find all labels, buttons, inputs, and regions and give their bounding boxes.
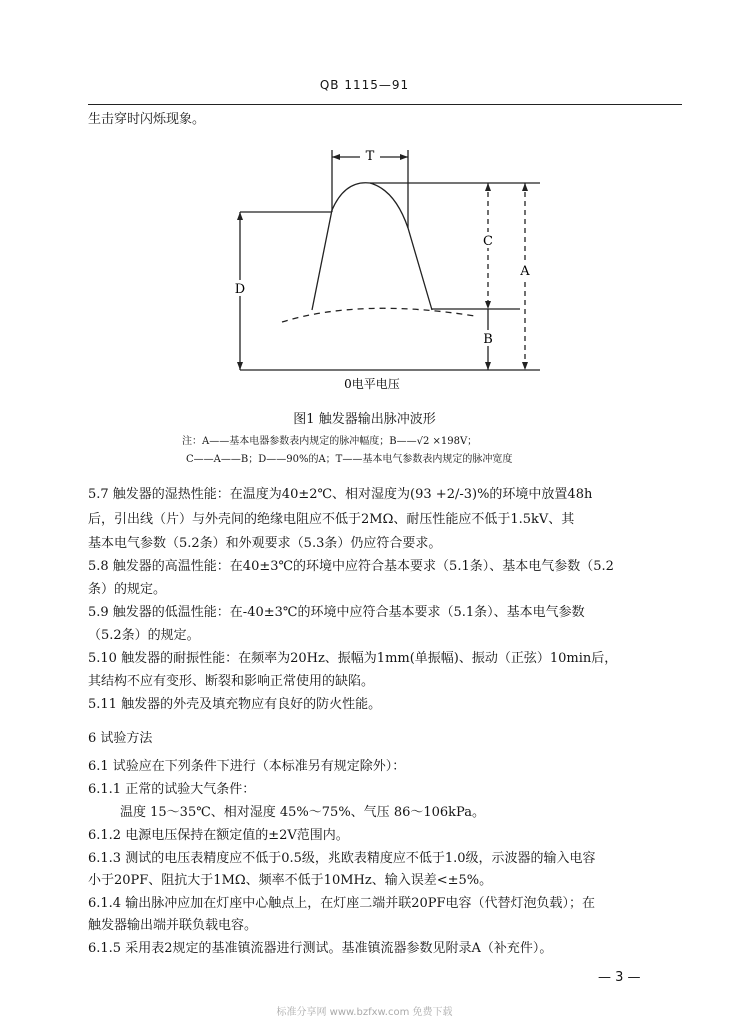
line-5-8-b: 条）的规定。 xyxy=(88,582,167,597)
line-6-1-5: 6.1.5 采用表2规定的基准镇流器进行测试。基准镇流器参数见附录A（补充件）。 xyxy=(88,941,553,956)
line-5-10-b: 其结构不应有变形、断裂和影响正常使用的缺陷。 xyxy=(88,674,375,689)
line-5-9: 5.9 触发器的低温性能：在-40±3℃的环境中应符合基本要求（5.1条）、基本电气参数 xyxy=(88,605,585,620)
label-d: D xyxy=(234,282,246,297)
line-5-10: 5.10 触发器的耐振性能：在频率为20Hz、振幅为1mm(单振幅)、振动（正弦）10min后， xyxy=(88,651,618,666)
line-5-8: 5.8 触发器的高温性能：在40±3℃的环境中应符合基本要求（5.1条）、基本电气参数（5.2 xyxy=(88,559,614,574)
line-6-1-1: 6.1.1 正常的试验大气条件： xyxy=(88,782,256,797)
line-6-1-3: 6.1.3 测试的电压表精度应不低于0.5级，兆欧表精度应不低于1.0级，示波器的输入电容 xyxy=(88,851,596,866)
label-zero-level: 0电平电压 xyxy=(344,377,400,391)
line-5-7-b: 后，引出线（片）与外壳间的绝缘电阻应不低于2MΩ、耐压性能应不低于1.5kV、其 xyxy=(88,512,575,527)
line-6-1: 6.1 试验应在下列条件下进行（本标准另有规定除外）： xyxy=(88,759,406,774)
figure-note-1: 注：A——基本电器参数表内规定的脉冲幅度；B——√2 ×198V； xyxy=(182,436,478,447)
pulse-curve xyxy=(312,183,432,310)
section-6-heading: 6 试验方法 xyxy=(88,731,153,746)
line-6-1-4: 6.1.4 输出脉冲应加在灯座中心触点上，在灯座二端并联20PF电容（代替灯泡负载）；在 xyxy=(88,896,596,911)
line-6-1-3-b: 小于20PF、阻抗大于1MΩ、频率不低于10MHz、输入误差<±5%。 xyxy=(88,873,493,888)
page-number: — 3 — xyxy=(598,970,641,985)
label-a: A xyxy=(520,264,530,279)
label-c: C xyxy=(483,234,493,249)
line-5-11: 5.11 触发器的外壳及填充物应有良好的防火性能。 xyxy=(88,697,382,712)
label-t: T xyxy=(365,149,375,164)
intro-line: 生击穿时闪烁现象。 xyxy=(88,112,206,127)
figure-note-2: C——A——B；D——90%的A；T——基本电气参数表内规定的脉冲宽度 xyxy=(186,454,513,465)
figure-caption: 图1 触发器输出脉冲波形 xyxy=(293,412,436,427)
label-b: B xyxy=(483,332,493,347)
watermark: 标准分享网 www.bzfxw.com 免费下载 xyxy=(276,1007,453,1018)
line-5-9-b: （5.2条）的规定。 xyxy=(88,628,200,643)
line-6-1-2: 6.1.2 电源电压保持在额定值的±2V范围内。 xyxy=(88,828,349,843)
pulse-waveform-figure xyxy=(0,0,729,420)
baseline-curve xyxy=(282,308,475,322)
standard-code: QB 1115—91 xyxy=(319,78,410,92)
line-5-7: 5.7 触发器的湿热性能：在温度为40±2℃、相对湿度为(93 +2/-3)%的环境中放置48h xyxy=(88,487,593,502)
line-6-1-1-b: 温度 15～35℃、相对湿度 45%～75%、气压 86～106kPa。 xyxy=(120,805,485,820)
line-5-7-c: 基本电气参数（5.2条）和外观要求（5.3条）仍应符合要求。 xyxy=(88,536,442,551)
line-6-1-4-b: 触发器输出端并联负载电容。 xyxy=(88,918,258,933)
